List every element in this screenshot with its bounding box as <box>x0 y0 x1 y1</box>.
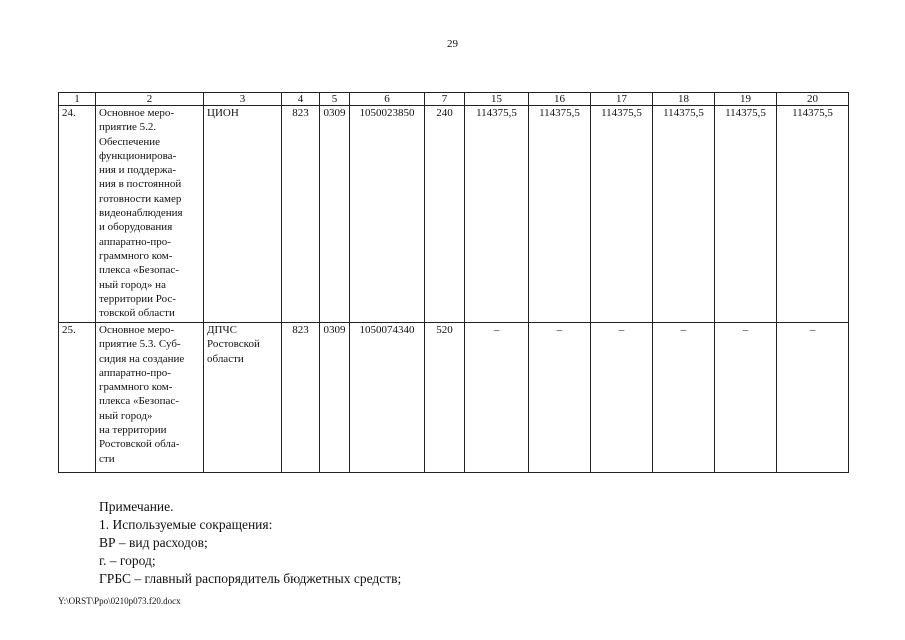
measure-name-line: ния и поддержа- <box>99 164 177 177</box>
amount-cell: 114375,5 <box>715 106 777 323</box>
measure-name-line: сидия на создание <box>99 352 185 365</box>
note-line: ВР – вид расходов; <box>99 535 208 550</box>
measure-name <box>96 106 204 323</box>
rzpr-code: 0309 <box>320 106 350 323</box>
executor-line: Ростовской <box>207 338 260 351</box>
row-number: 24. <box>59 106 96 323</box>
measure-name-line: ния в постоянной <box>99 178 182 191</box>
amount-cell: – <box>529 323 591 473</box>
column-header: 15 <box>465 93 529 106</box>
measure-name-line: функционирова- <box>99 149 177 162</box>
measure-name-line: Основное меро- <box>99 107 175 119</box>
column-header: 4 <box>282 93 320 106</box>
column-header: 2 <box>96 93 204 106</box>
amount-cell: – <box>653 323 715 473</box>
notes-title: Примечание. <box>99 499 174 514</box>
grbs-code: 823 <box>282 106 320 323</box>
column-header: 6 <box>350 93 425 106</box>
file-path-footer: Y:\ORST\Ppo\0210p073.f20.docx <box>58 596 181 606</box>
notes-section <box>99 498 401 588</box>
column-header: 16 <box>529 93 591 106</box>
executor-line: ДПЧС <box>207 324 237 336</box>
amount-cell: 114375,5 <box>653 106 715 323</box>
measure-name-line: приятие 5.2. <box>99 121 157 134</box>
budget-table <box>58 92 849 473</box>
row-number: 25. <box>59 323 96 473</box>
amount-cell: – <box>591 323 653 473</box>
page-number: 29 <box>447 38 458 50</box>
measure-name-line: плекса «Безопас- <box>99 264 179 277</box>
measure-name-line: приятие 5.3. Суб- <box>99 338 181 351</box>
table-row <box>59 106 849 323</box>
amount-cell: – <box>465 323 529 473</box>
measure-name-line: видеонаблюдения <box>99 207 183 220</box>
column-header: 20 <box>777 93 849 106</box>
amount-cell: 114375,5 <box>777 106 849 323</box>
measure-name-line: Ростовской обла- <box>99 438 180 451</box>
note-line: 1. Используемые сокращения: <box>99 517 273 532</box>
measure-name-line: аппаратно-про- <box>99 366 171 379</box>
column-header: 3 <box>204 93 282 106</box>
header-row <box>59 93 849 106</box>
measure-name-line: территории Рос- <box>99 292 176 305</box>
table-row <box>59 323 849 473</box>
column-header: 18 <box>653 93 715 106</box>
measure-name-line: сти <box>99 452 115 465</box>
amount-cell: – <box>777 323 849 473</box>
executor-line: ЦИОН <box>207 107 239 119</box>
column-header: 19 <box>715 93 777 106</box>
executor <box>204 323 282 473</box>
amount-cell: 114375,5 <box>465 106 529 323</box>
note-line: ГРБС – главный распорядитель бюджетных средств; <box>99 571 402 586</box>
amount-cell: 114375,5 <box>529 106 591 323</box>
measure-name-line: Основное меро- <box>99 324 175 336</box>
note-line: г. – город; <box>99 553 156 568</box>
vr-code: 240 <box>425 106 465 323</box>
executor-line: области <box>207 352 244 365</box>
measure-name-line: на территории <box>99 424 167 437</box>
column-header: 5 <box>320 93 350 106</box>
amount-cell: – <box>715 323 777 473</box>
csr-code: 1050023850 <box>350 106 425 323</box>
column-header: 7 <box>425 93 465 106</box>
rzpr-code: 0309 <box>320 323 350 473</box>
measure-name-line: и оборудования <box>99 221 173 234</box>
executor <box>204 106 282 323</box>
measure-name-line: Обеспечение <box>99 135 160 148</box>
amount-cell: 114375,5 <box>591 106 653 323</box>
measure-name-line: плекса «Безопас- <box>99 395 179 408</box>
measure-name <box>96 323 204 473</box>
measure-name-line: ный город» на <box>99 278 166 291</box>
measure-name-line: граммного ком- <box>99 381 173 394</box>
csr-code: 1050074340 <box>350 323 425 473</box>
measure-name-line: граммного ком- <box>99 249 173 262</box>
measure-name-line: ный город» <box>99 409 153 422</box>
grbs-code: 823 <box>282 323 320 473</box>
vr-code: 520 <box>425 323 465 473</box>
column-header: 1 <box>59 93 96 106</box>
measure-name-line: товской области <box>99 307 175 320</box>
column-header: 17 <box>591 93 653 106</box>
measure-name-line: аппаратно-про- <box>99 235 171 248</box>
measure-name-line: готовности камер <box>99 192 182 205</box>
